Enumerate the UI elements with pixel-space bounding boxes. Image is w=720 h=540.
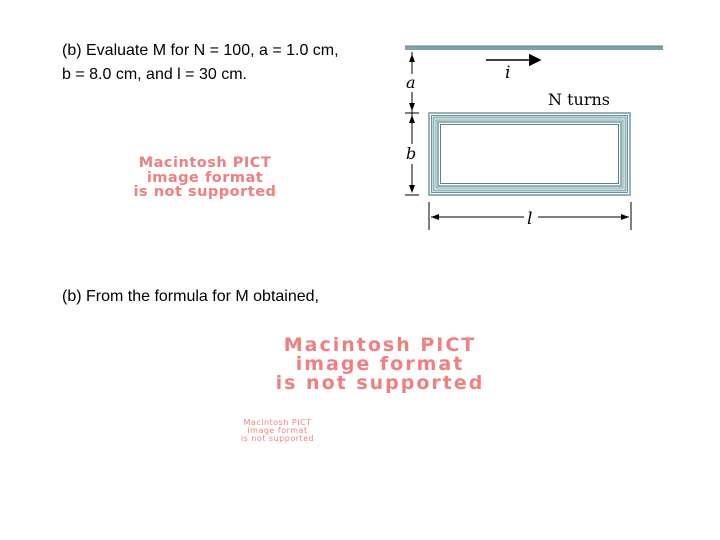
b-label: b (406, 144, 417, 163)
pict-line: image format (146, 169, 264, 186)
straight-wire (405, 46, 663, 50)
coil (429, 113, 630, 195)
problem-line-1: (b) Evaluate M for N = 100, a = 1.0 cm, (62, 42, 339, 59)
current-label: i (505, 63, 511, 83)
pict-line: is not supported (240, 434, 315, 443)
pict-line: image format (295, 353, 465, 375)
pict-line: Macintosh PICT (138, 155, 272, 171)
a-label: a (406, 73, 416, 92)
turns-label: N turns (548, 90, 610, 109)
pict-placeholder-2 (180, 336, 580, 393)
wire-coil-figure (400, 40, 670, 240)
pict-placeholder-3 (210, 419, 345, 443)
pict-line: Macintosh PICT (283, 334, 477, 356)
pict-line: is not supported (275, 372, 485, 394)
pict-line: image format (247, 426, 308, 435)
l-label: l (527, 209, 533, 229)
pict-line: Macintosh PICT (243, 418, 312, 427)
pict-line: is not supported (133, 184, 277, 200)
solution-line-1: (b) From the formula for M obtained, (62, 288, 319, 305)
pict-placeholder-1 (100, 156, 310, 200)
problem-line-2: b = 8.0 cm, and l = 30 cm. (62, 66, 247, 83)
